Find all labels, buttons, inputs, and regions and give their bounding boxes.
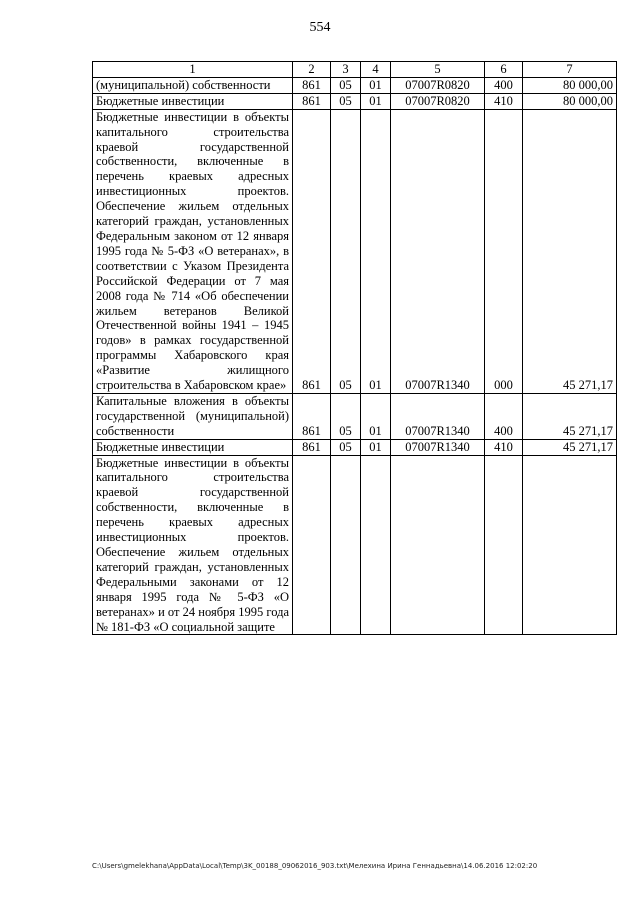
cell-col2 xyxy=(293,455,331,635)
column-header: 3 xyxy=(331,62,361,78)
cell-col2: 861 xyxy=(293,109,331,393)
cell-col7: 45 271,17 xyxy=(523,109,617,393)
table-row xyxy=(93,439,617,455)
cell-col5: 07007R1340 xyxy=(391,393,485,439)
row-description: Бюджетные инвестиции xyxy=(93,439,293,455)
cell-col6: 400 xyxy=(485,393,523,439)
row-description: Бюджетные инвестиции в объекты капитального строительства краевой государственной собственности, включенные в перечень краевых адресных инвестиционных проектов. Обеспечение жильем отдельных категорий граждан, установленных Федеральным законом от 12 января 1995 года № 5-ФЗ «О ветеранах», в соответствии с Указом Президента Российской Федерации от 7 мая 2008 года № 714 «Об обеспечении жильем ветеранов Великой Отечественной войны 1941 – 1945 годов» в рамках государственной программы Хабаровского края «Развитие жилищного строительства в Хабаровском крае» xyxy=(93,109,293,393)
page-number: 554 xyxy=(309,20,331,35)
cell-col2: 861 xyxy=(293,439,331,455)
column-header: 4 xyxy=(361,62,391,78)
column-header: 6 xyxy=(485,62,523,78)
cell-col6 xyxy=(485,455,523,635)
cell-col7: 45 271,17 xyxy=(523,393,617,439)
row-description: Капитальные вложения в объекты государственной (муниципальной) собственности xyxy=(93,393,293,439)
cell-col5: 07007R0820 xyxy=(391,93,485,109)
cell-col4: 01 xyxy=(361,109,391,393)
cell-col6: 410 xyxy=(485,439,523,455)
cell-col6: 000 xyxy=(485,109,523,393)
cell-col3: 05 xyxy=(331,439,361,455)
cell-col5 xyxy=(391,455,485,635)
cell-col3: 05 xyxy=(331,93,361,109)
cell-col3 xyxy=(331,455,361,635)
table-row xyxy=(93,77,617,93)
cell-col7: 80 000,00 xyxy=(523,93,617,109)
cell-col7 xyxy=(523,455,617,635)
cell-col4: 01 xyxy=(361,77,391,93)
cell-col5: 07007R0820 xyxy=(391,77,485,93)
row-description: Бюджетные инвестиции в объекты капитального строительства краевой государственной собственности, включенные в перечень краевых адресных инвестиционных проектов. Обеспечение жильем отдельных категорий граждан, установленных Федеральными законами от 12 января 1995 года № 5-ФЗ «О ветеранах» и от 24 ноября 1995 года № 181-ФЗ «О социальной защите xyxy=(93,455,293,635)
cell-col3: 05 xyxy=(331,77,361,93)
cell-col2: 861 xyxy=(293,393,331,439)
cell-col5: 07007R1340 xyxy=(391,109,485,393)
column-header: 5 xyxy=(391,62,485,78)
column-header: 7 xyxy=(523,62,617,78)
cell-col2: 861 xyxy=(293,77,331,93)
cell-col7: 45 271,17 xyxy=(523,439,617,455)
budget-table xyxy=(92,61,617,635)
cell-col6: 410 xyxy=(485,93,523,109)
row-description: Бюджетные инвестиции xyxy=(93,93,293,109)
cell-col4 xyxy=(361,455,391,635)
table-header-row xyxy=(93,62,617,78)
cell-col2: 861 xyxy=(293,93,331,109)
cell-col3: 05 xyxy=(331,393,361,439)
cell-col4: 01 xyxy=(361,93,391,109)
column-header: 1 xyxy=(93,62,293,78)
document-footer-path: C:\Users\gmelekhana\AppData\Local\Temp\3K_00188_09062016_903.txt\Мелехина Ирина Геннадьевна\14.06.2016 12:02:20 xyxy=(92,862,538,870)
table-row xyxy=(93,93,617,109)
cell-col5: 07007R1340 xyxy=(391,439,485,455)
table-row xyxy=(93,393,617,439)
row-description: (муниципальной) собственности xyxy=(93,77,293,93)
cell-col3: 05 xyxy=(331,109,361,393)
column-header: 2 xyxy=(293,62,331,78)
cell-col6: 400 xyxy=(485,77,523,93)
table-row xyxy=(93,455,617,635)
cell-col4: 01 xyxy=(361,393,391,439)
table-row xyxy=(93,109,617,393)
cell-col7: 80 000,00 xyxy=(523,77,617,93)
cell-col4: 01 xyxy=(361,439,391,455)
